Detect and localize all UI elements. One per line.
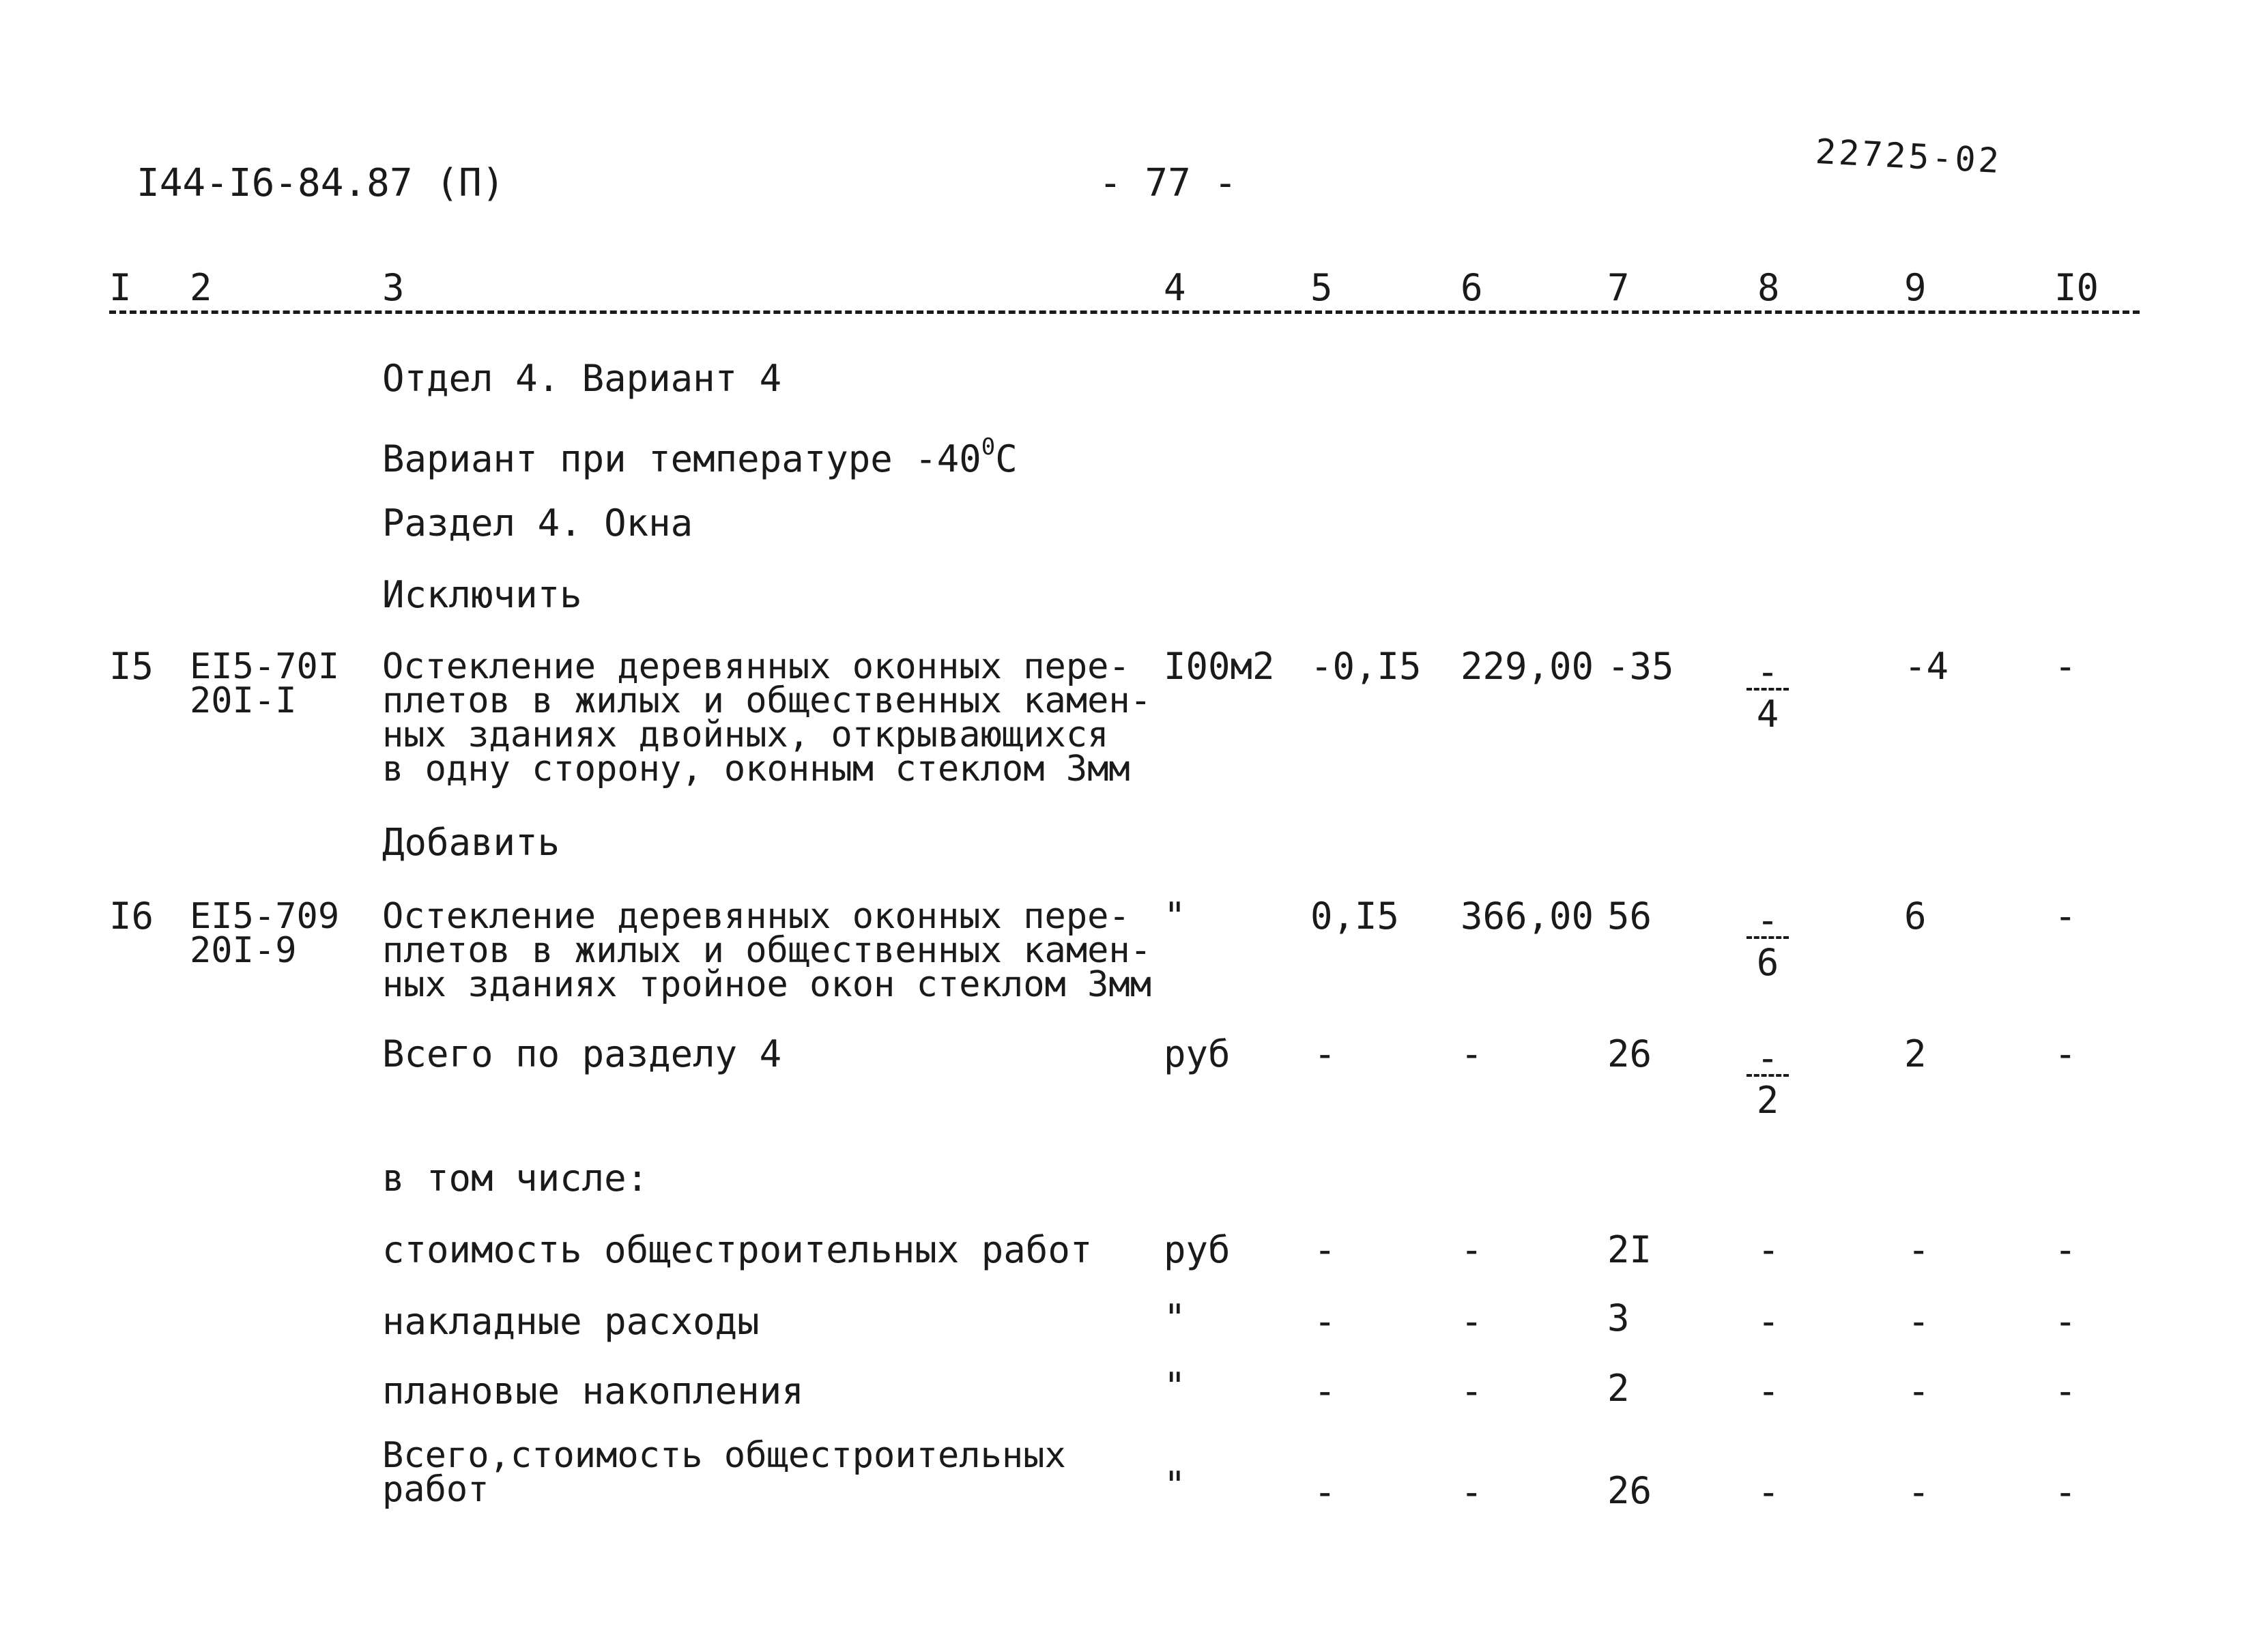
breakdown-col9: -	[1908, 1370, 1930, 1412]
fraction-bar	[1746, 936, 1789, 939]
breakdown-label: накладные расходы	[382, 1300, 760, 1343]
column-header-6: 6	[1461, 266, 1483, 309]
breakdown-unit: "	[1164, 1464, 1186, 1507]
breakdown-unit: "	[1164, 1365, 1186, 1408]
section-variant	[382, 433, 1018, 478]
breakdown-col6: -	[1461, 1228, 1483, 1271]
breakdown-col5: -	[1314, 1470, 1336, 1513]
total-col10: -	[2054, 1032, 2077, 1075]
column-header-9: 9	[1904, 266, 1927, 309]
fraction-denominator: 2	[1756, 1079, 1779, 1122]
total-col8-fraction	[1744, 1040, 1792, 1122]
column-header-4: 4	[1164, 266, 1186, 309]
row-total: -35	[1607, 645, 1674, 688]
breakdown-unit: "	[1164, 1296, 1186, 1339]
breakdown-col7: 2	[1607, 1367, 1630, 1410]
breakdown-col6: -	[1461, 1470, 1483, 1513]
fraction-denominator: 4	[1756, 693, 1779, 736]
document-code: I44-I6-84.87 (П)	[136, 161, 505, 205]
column-header-5: 5	[1310, 266, 1333, 309]
variant-text: Вариант при температуре -40	[382, 437, 981, 480]
total-col7: 26	[1607, 1032, 1652, 1075]
breakdown-col9: -	[1908, 1228, 1930, 1271]
breakdown-col5: -	[1314, 1228, 1336, 1271]
row-unit: "	[1164, 895, 1186, 938]
breakdown-col8: -	[1757, 1228, 1780, 1271]
row-col8-fraction	[1744, 654, 1792, 736]
row-code: EI5-709 20I-9	[190, 896, 340, 971]
breakdown-col8: -	[1757, 1300, 1780, 1343]
row-col9: 6	[1904, 895, 1927, 938]
fraction-bar	[1746, 1074, 1789, 1077]
row-quantity: -0,I5	[1310, 645, 1422, 688]
breakdown-col8: -	[1757, 1370, 1780, 1412]
breakdown-unit: руб	[1164, 1228, 1231, 1271]
page-number: - 77 -	[1099, 161, 1237, 205]
breakdown-col9: -	[1908, 1470, 1930, 1513]
breakdown-col6: -	[1461, 1300, 1483, 1343]
section-otdel: Отдел 4. Вариант 4	[382, 357, 782, 400]
section-razdel: Раздел 4. Окна	[382, 502, 693, 545]
row-description: Остекление деревянных оконных пере- плетов в жилых и общественных камен- ных зданиях тройное окон стеклом 3мм	[382, 896, 1152, 1005]
total-col9: 2	[1904, 1032, 1927, 1075]
column-header-1: I	[109, 266, 132, 309]
breakdown-label: плановые накопления	[382, 1370, 804, 1412]
fraction-numerator: -	[1756, 1040, 1779, 1070]
column-header-7: 7	[1607, 266, 1630, 309]
breakdown-col10: -	[2054, 1300, 2077, 1343]
breakdown-col7: 26	[1607, 1469, 1652, 1512]
row-number: I6	[109, 895, 154, 938]
row-price: 229,00	[1461, 645, 1594, 688]
column-header-3: 3	[382, 266, 405, 309]
row-total: 56	[1607, 895, 1652, 938]
column-header-8: 8	[1757, 266, 1780, 309]
header-divider	[109, 310, 2140, 314]
row-col10: -	[2054, 645, 2077, 688]
breakdown-col6: -	[1461, 1370, 1483, 1412]
including-label: в том числе:	[382, 1157, 649, 1200]
fraction-denominator: 6	[1756, 941, 1779, 984]
total-col6: -	[1461, 1032, 1483, 1075]
degree-sup: 0	[981, 433, 996, 461]
row-code: EI5-70I 20I-I	[190, 646, 340, 721]
fraction-numerator: -	[1756, 654, 1779, 684]
row-number: I5	[109, 645, 154, 688]
row-col10: -	[2054, 895, 2077, 938]
breakdown-col5: -	[1314, 1370, 1336, 1412]
total-label: Всего по разделу 4	[382, 1032, 782, 1075]
row-price: 366,00	[1461, 895, 1594, 938]
breakdown-col8: -	[1757, 1470, 1780, 1513]
row-description: Остекление деревянных оконных пере- плетов в жилых и общественных камен- ных зданиях двойных, открывающихся в одну сторону, оконным стеклом 3мм	[382, 646, 1152, 789]
breakdown-col10: -	[2054, 1370, 2077, 1412]
column-header-2: 2	[190, 266, 212, 309]
column-header-10: I0	[2054, 266, 2099, 309]
row-unit: I00м2	[1164, 645, 1275, 688]
breakdown-col10: -	[2054, 1228, 2077, 1271]
exclude-label: Исключить	[382, 573, 582, 616]
breakdown-col7: 3	[1607, 1296, 1630, 1339]
total-col5: -	[1314, 1032, 1336, 1075]
breakdown-col10: -	[2054, 1470, 2077, 1513]
breakdown-label: стоимость общестроительных работ	[382, 1228, 1093, 1271]
breakdown-col5: -	[1314, 1300, 1336, 1343]
row-col8-fraction	[1744, 902, 1792, 984]
archive-stamp-number: 22725-02	[1814, 131, 2003, 182]
fraction-numerator: -	[1756, 902, 1779, 932]
row-quantity: 0,I5	[1310, 895, 1400, 938]
add-label: Добавить	[382, 821, 560, 864]
variant-unit: С	[995, 437, 1018, 480]
fraction-bar	[1746, 688, 1789, 691]
row-col9: -4	[1904, 645, 1949, 688]
breakdown-col7: 2I	[1607, 1228, 1652, 1271]
breakdown-label: Всего,стоимость общестроительных работ	[382, 1435, 1066, 1510]
breakdown-col9: -	[1908, 1300, 1930, 1343]
total-unit: руб	[1164, 1032, 1231, 1075]
